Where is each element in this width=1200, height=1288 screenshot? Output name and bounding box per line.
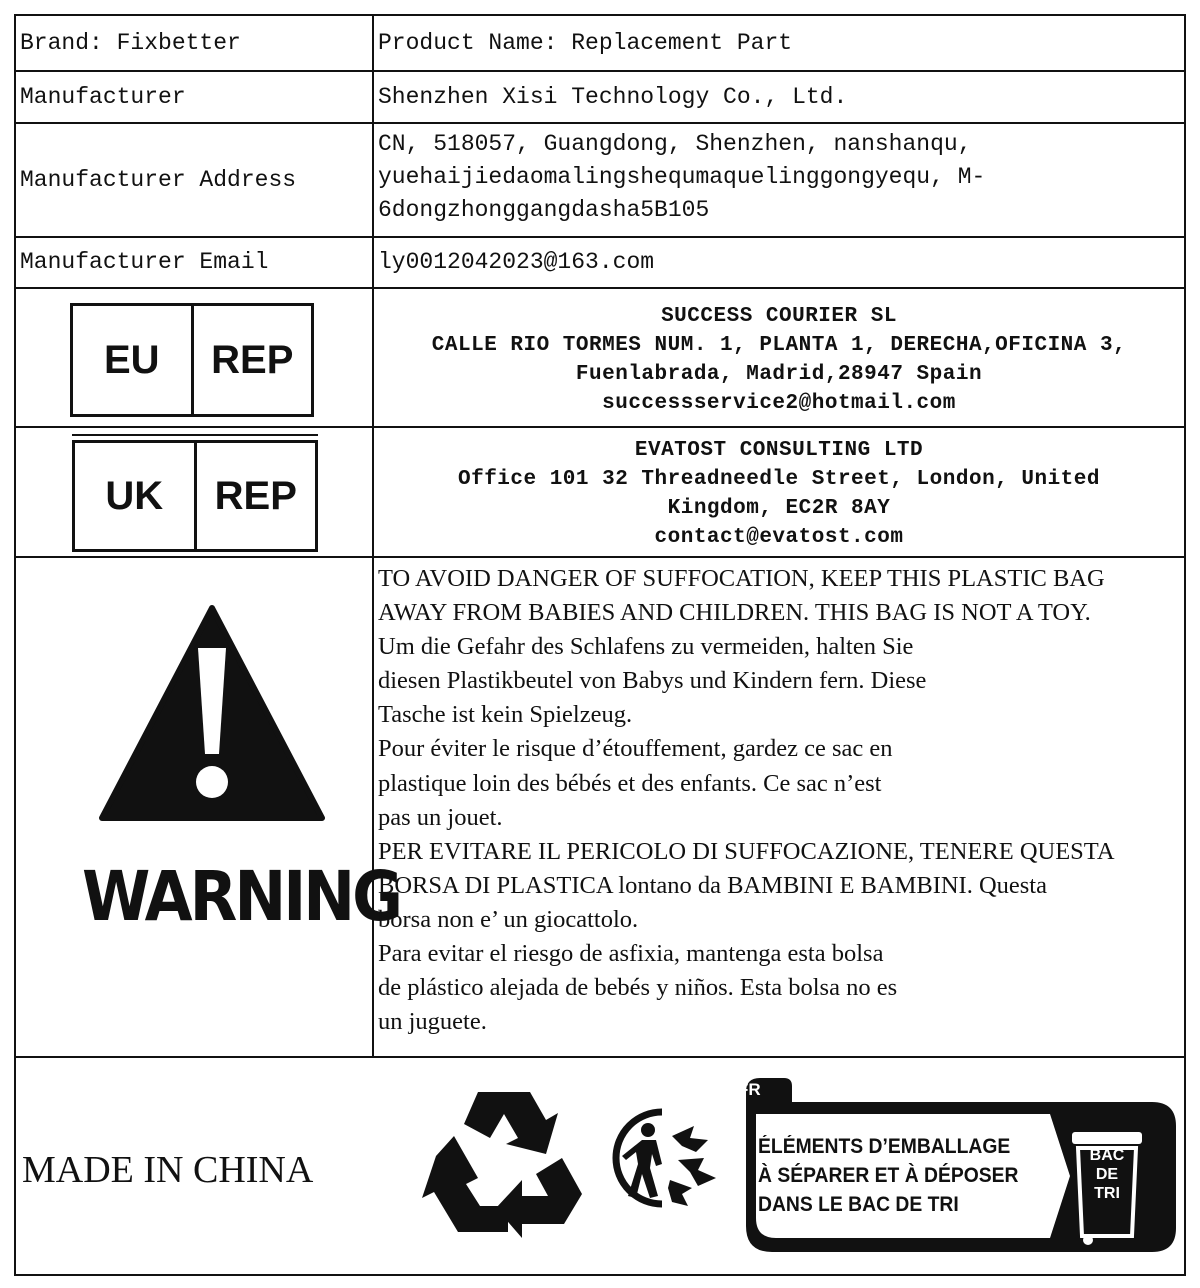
uk-rep-row xyxy=(16,428,1184,558)
eu-rep-details xyxy=(374,289,1184,426)
email-row xyxy=(16,238,1184,289)
address-value xyxy=(374,124,1184,236)
address-line: yuehaijiedaomalingshequmaquelinggongyequ, M- xyxy=(378,164,986,190)
uk-rep-badge xyxy=(72,440,318,552)
warning-line: AWAY FROM BABIES AND CHILDREN. THIS BAG IS NOT A TOY. xyxy=(378,599,1091,627)
eu-rep-badge xyxy=(70,303,314,417)
uk-badge-label: UK xyxy=(105,473,164,518)
eu-rep-address-line: CALLE RIO TORMES NUM. 1, PLANTA 1, DERECHA,OFICINA 3, xyxy=(431,334,1127,357)
warning-line: TO AVOID DANGER OF SUFFOCATION, KEEP THIS PLASTIC BAG xyxy=(378,565,1105,592)
address-row xyxy=(16,124,1184,238)
manufacturer-row xyxy=(16,72,1184,124)
bin-label-line: TRI xyxy=(1094,1185,1120,1202)
warning-row xyxy=(16,558,1184,1058)
bin-label-line: BAC xyxy=(1089,1147,1125,1164)
manufacturer-email: ly0012042023@163.com xyxy=(378,249,655,275)
manufacturer-name: Shenzhen Xisi Technology Co., Ltd. xyxy=(378,83,848,110)
recycle-icon xyxy=(418,1080,588,1240)
warning-triangle-icon xyxy=(98,604,326,824)
eu-rep-badge-cell xyxy=(16,289,374,426)
bin-label xyxy=(1078,1146,1136,1203)
warning-line: borsa non e’ un giocattolo. xyxy=(378,905,639,933)
footer-row xyxy=(16,1058,1184,1276)
triman-icon xyxy=(612,1108,722,1208)
warning-line: BORSA DI PLASTICA lontano da BAMBINI E BAMBINI. Questa xyxy=(378,871,1047,899)
brand-row xyxy=(16,16,1184,72)
warning-text xyxy=(378,562,1180,1039)
triman-instructions xyxy=(758,1132,1019,1219)
warning-line: Um die Gefahr des Schlafens zu vermeiden, halten Sie xyxy=(378,633,914,661)
triman-country: FR xyxy=(738,1080,761,1099)
address-label: Manufacturer Address xyxy=(16,124,374,236)
warning-line: plastique loin des bébés et des enfants. Ce sac n’est xyxy=(378,769,882,797)
address-line: 6dongzhonggangdasha5B105 xyxy=(378,197,710,223)
address-line: CN, 518057, Guangdong, Shenzhen, nanshanqu, xyxy=(378,131,972,157)
warning-symbol-cell xyxy=(16,558,401,1056)
made-in-china: MADE IN CHINA xyxy=(22,1149,314,1191)
email-label: Manufacturer Email xyxy=(16,238,374,287)
eu-rep-row xyxy=(16,289,1184,428)
eu-rep-company: SUCCESS COURIER SL xyxy=(661,305,897,328)
warning-line: Para evitar el riesgo de asfixia, mantenga esta bolsa xyxy=(378,940,884,968)
warning-line: Pour éviter le risque d’étouffement, gardez ce sac en xyxy=(378,735,893,763)
product-name: Product Name: Replacement Part xyxy=(378,29,793,56)
uk-rep-email: contact@evatost.com xyxy=(654,526,904,549)
manufacturer-label: Manufacturer xyxy=(16,72,374,122)
uk-rep-company: EVATOST CONSULTING LTD xyxy=(634,439,924,462)
brand-label: Brand: Fixbetter xyxy=(16,16,374,70)
warning-line: diesen Plastikbeutel von Babys und Kindern fern. Diese xyxy=(378,667,927,695)
warning-line: Tasche ist kein Spielzeug. xyxy=(378,701,633,729)
bin-label-line: DE xyxy=(1095,1166,1119,1183)
warning-line: un juguete. xyxy=(378,1008,487,1036)
product-info-sheet xyxy=(14,14,1186,1276)
triman-line: DANS LE BAC DE TRI xyxy=(758,1193,959,1216)
warning-text-cell xyxy=(374,558,1184,1056)
triman-line: À SÉPARER ET À DÉPOSER xyxy=(758,1164,1019,1187)
uk-rep-top-rule xyxy=(72,434,318,436)
triman-line: ÉLÉMENTS D’EMBALLAGE xyxy=(758,1135,1011,1158)
uk-rep-address-line: Office 101 32 Threadneedle Street, London, United xyxy=(457,468,1100,491)
uk-rep-badge-cell xyxy=(16,428,374,556)
uk-rep-address-line: Kingdom, EC2R 8AY xyxy=(667,497,891,520)
eu-rep-address-line: Fuenlabrada, Madrid,28947 Spain xyxy=(575,363,983,386)
uk-rep-details xyxy=(374,428,1184,556)
warning-word: WARNING xyxy=(82,856,401,937)
warning-line: de plástico alejada de bebés y niños. Esta bolsa no es xyxy=(378,974,898,1002)
warning-line: PER EVITARE IL PERICOLO DI SUFFOCAZIONE, TENERE QUESTA xyxy=(378,837,1115,865)
rep-badge-label: REP xyxy=(194,443,316,549)
eu-rep-email: successservice2@hotmail.com xyxy=(602,392,956,415)
warning-line: pas un jouet. xyxy=(378,803,503,831)
rep-badge-label: REP xyxy=(191,306,312,414)
eu-badge-label: EU xyxy=(103,337,160,382)
